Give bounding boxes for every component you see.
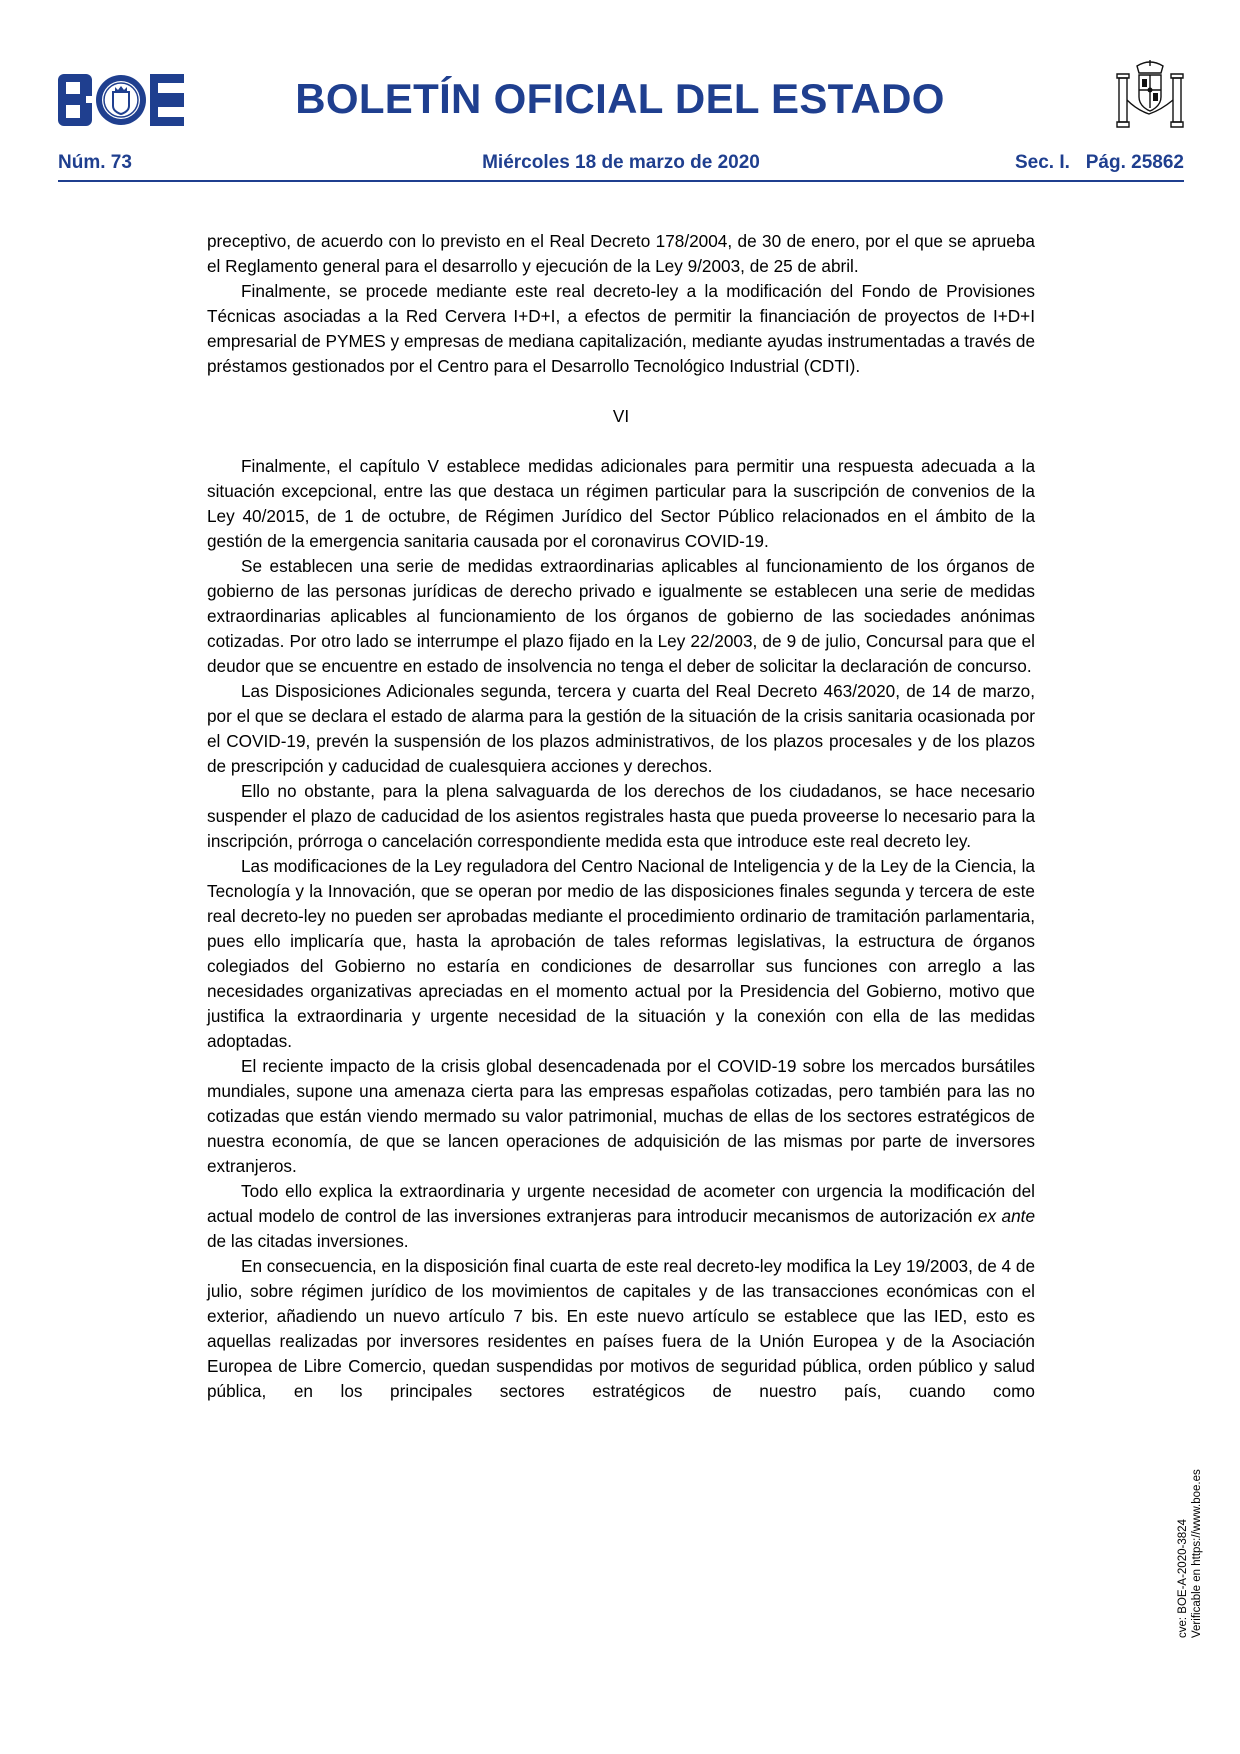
paragraph: Las modificaciones de la Ley reguladora del Centro Nacional de Inteligencia y de la Ley de la Ciencia, la Tecnología y la Innovación, que se operan por medio de las disposiciones finales segunda y tercera de este real decreto-ley no pueden ser aprobadas mediante el procedimiento ordinario de tramitación parlamentaria, pues ello implicaría que, hasta la aprobación de tales reformas legislativas, la estructura de órganos colegiados del Gobierno no estaría en condiciones de desarrollar sus funciones con arreglo a las necesidades organizativas apreciadas en el momento actual por la Presidencia del Gobierno, motivo que justifica la extraordinaria y urgente necesidad de la situación y la conexión con ella de las medidas adoptadas. [207,856,1035,1051]
issue-date: Miércoles 18 de marzo de 2020 [482,152,760,173]
section-heading: VI [612,406,630,426]
issue-header [58,152,1184,176]
paragraph: Finalmente, se procede mediante este real decreto-ley a la modificación del Fondo de Provisiones Técnicas asociadas a la Red Cervera I+D+I, a efectos de permitir la financiación de proyectos de I+D+I empresarial de PYMES y empresas de mediana capitalización, mediante ayudas instrumentadas a través de préstamos gestionados por el Centro para el Desarrollo Tecnológico Industrial (CDTI). [207,281,1035,376]
paragraph-text: de las citadas inversiones. [207,1231,409,1251]
coat-of-arms-icon [1115,60,1185,132]
verification-link[interactable]: Verificable en https://www.boe.es [1191,1469,1203,1638]
paragraph: Las Disposiciones Adicionales segunda, tercera y cuarta del Real Decreto 463/2020, de 14 de marzo, por el que se declara el estado de alarma para la gestión de la situación de la crisis sanitaria ocasionada por el COVID-19, prevén la suspensión de los plazos administrativos, de los plazos procesales y de los plazos de prescripción y caducidad de cualesquiera acciones y derechos. [207,681,1035,776]
paragraph: Finalmente, el capítulo V establece medidas adicionales para permitir una respuesta adecuada a la situación excepcional, entre las que destaca un régimen particular para la suscripción de convenios de la Ley 40/2015, de 1 de octubre, de Régimen Jurídico del Sector Público relacionados en el ámbito de la gestión de la emergencia sanitaria causada por el coronavirus COVID-19. [207,456,1035,551]
cve-code: cve: BOE-A-2020-3824 [1177,1519,1189,1638]
paragraph-text: Todo ello explica la extraordinaria y urgente necesidad de acometer con urgencia la modificación del actual modelo de control de las inversiones extranjeras para introducir mecanismos de autorización [207,1181,1035,1226]
bulletin-title: BOLETÍN OFICIAL DEL ESTADO [295,75,945,122]
paragraph: En consecuencia, en la disposición final cuarta de este real decreto-ley modifica la Ley 19/2003, de 4 de julio, sobre régimen jurídico de los movimientos de capitales y de las transacciones económicas con el exterior, añadiendo un nuevo artículo 7 bis. En este nuevo artículo se establece que las IED, esto es aquellas realizadas por inversores residentes en países fuera de la Unión Europea y de la Asociación Europea de Libre Comercio, quedan suspendidas por motivos de seguridad pública, orden público y salud pública, en los principales sectores estratégicos de nuestro país, cuando como [207,1256,1035,1401]
paragraph: El reciente impacto de la crisis global desencadenada por el COVID-19 sobre los mercados bursátiles mundiales, supone una amenaza cierta para las empresas españolas cotizadas, pero también para las no cotizadas que están viendo mermado su valor patrimonial, muchas de ellas de los sectores estratégicos de nuestra economía, de que se lancen operaciones de adquisición de las mismas por parte de inversores extranjeros. [207,1056,1035,1176]
paragraph: Se establecen una serie de medidas extraordinarias aplicables al funcionamiento de los órganos de gobierno de las personas jurídicas de derecho privado e igualmente se establecen una serie de medidas extraordinarias aplicables al funcionamiento de los órganos de gobierno de las sociedades anónimas cotizadas. Por otro lado se interrumpe el plazo fijado en la Ley 22/2003, de 9 de julio, Concursal para que el deudor que se encuentre en estado de insolvencia no tenga el deber de solicitar la declaración de concurso. [207,556,1035,676]
italic-term: ex ante [977,1206,1035,1226]
paragraph: preceptivo, de acuerdo con lo previsto en el Real Decreto 178/2004, de 30 de enero, por el que se aprueba el Reglamento general para el desarrollo y ejecución de la Ley 9/2003, de 25 de abril. [207,231,1035,276]
issue-number: Núm. 73 [58,152,132,173]
section-page: Sec. I. Pág. 25862 [1015,152,1184,173]
paragraph: Ello no obstante, para la plena salvaguarda de los derechos de los ciudadanos, se hace necesario suspender el plazo de caducidad de los asientos registrales hasta que pueda proveerse lo necesario para la inscripción, prórroga o cancelación correspondiente medida esta que introduce este real decreto ley. [207,781,1035,851]
paragraph [207,1179,1035,1254]
document-body [207,229,1035,1404]
header-rule [58,180,1184,182]
